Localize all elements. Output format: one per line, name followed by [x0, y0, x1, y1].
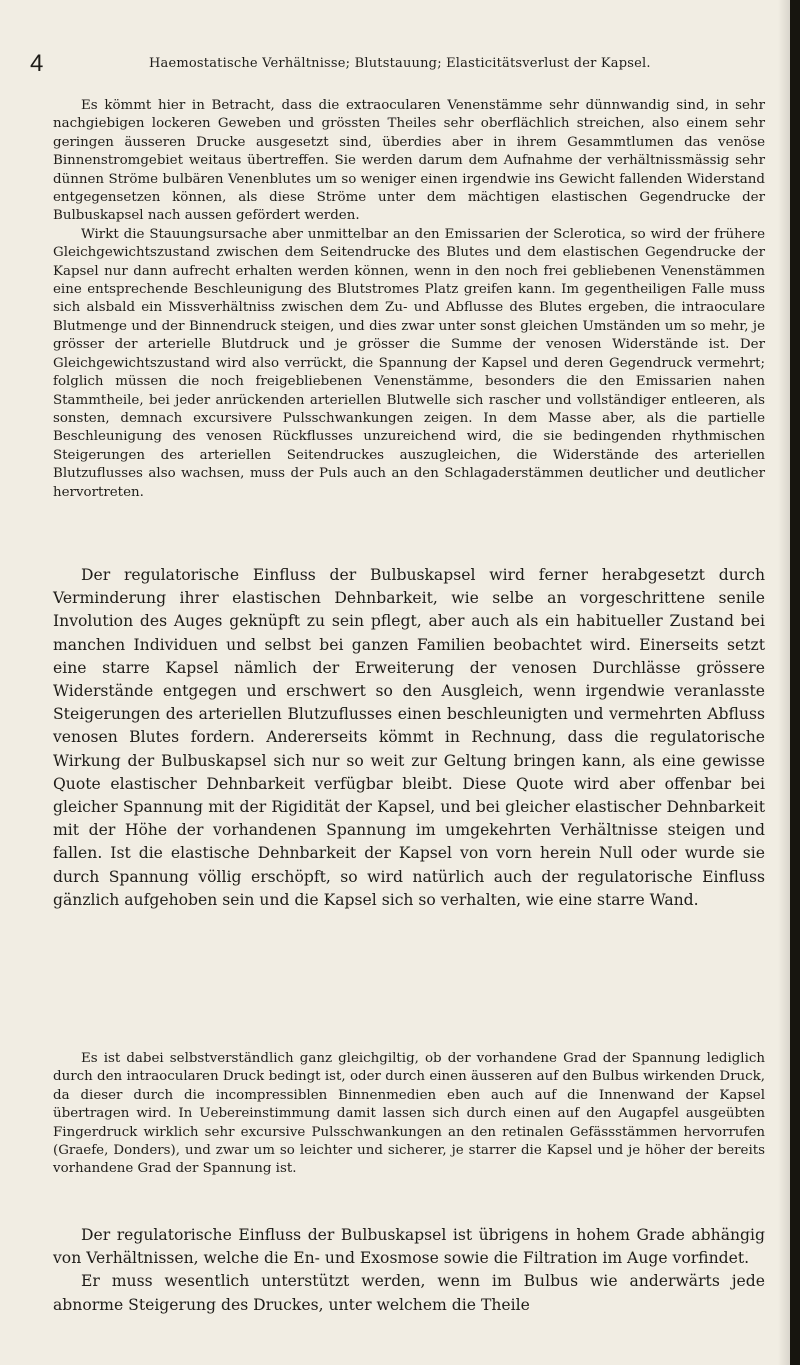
- text-block-2: [53, 564, 765, 912]
- paragraph: Der regulatorische Einfluss der Bulbuskapsel ist übrigens in hohem Grade abhängig von Verhältnissen, welche die En- und Exosmose sowie die Filtration im Auge vorfindet.: [53, 1226, 765, 1268]
- page-edge-shadow: [778, 0, 790, 1365]
- paragraph: Es ist dabei selbstverständlich ganz gleichgiltig, ob der vorhandene Grad der Spannung lediglich durch den intraocularen Druck bedingt ist, oder durch einen äusseren auf den Bulbus wirkenden Druck, da dieser durch die incompressiblen Binnenmedien eben auch auf die Innenwand der Kapsel übertragen wird. In Uebereinstimmung damit lassen sich durch einen auf den Augapfel ausgeübten Fingerdruck wirklich sehr excursive Pulsschwankungen an den retinalen Gefässstämmen hervorrufen (Graefe, Donders), und zwar um so leichter und sicherer, je starrer die Kapsel und je höher der bereits vorhandene Grad der Spannung ist.: [53, 1051, 765, 1177]
- paragraph: Es kömmt hier in Betracht, dass die extraocularen Venenstämme sehr dünnwandig sind, in sehr nachgiebigen lockeren Geweben und grössten Theiles sehr oberflächlich streichen, also einem sehr geringen äusseren Drucke ausgesetzt sind, überdies aber in ihrem Gesammtlumen das venöse Binnenstromgebiet weitaus übertreffen. Sie werden darum dem Aufnahme der verhältnissmässig sehr dünnen Ströme bulbären Venenblutes um so weniger einen irgendwie ins Gewicht fallenden Widerstand entgegensetzen können, als diese Ströme unter dem mächtigen elastischen Gegendrucke der Bulbuskapsel nach aussen gefördert werden.: [53, 98, 765, 224]
- paragraph: Der regulatorische Einfluss der Bulbuskapsel wird ferner herabgesetzt durch Verminderung ihrer elastischen Dehnbarkeit, wie selbe an vorgeschrittene senile Involution des Auges geknüpft zu sein pflegt, aber auch als ein habitueller Zustand bei manchen Individuen und selbst bei ganzen Familien beobachtet wird. Einerseits setzt eine starre Kapsel nämlich der Erweiterung der venosen Durchlässe grössere Widerstände entgegen und erschwert so den Ausgleich, wenn irgendwie veranlasste Steigerungen des arteriellen Blutzuflusses einen beschleunigten und vermehrten Abfluss venosen Blutes fordern. Andererseits kömmt in Rechnung, dass die regulatorische Wirkung der Bulbuskapsel sich nur so weit zur Geltung bringen kann, als eine gewisse Quote elastischer Dehnbarkeit verfügbar bleibt. Diese Quote wird aber offenbar bei gleicher Spannung mit der Rigidität der Kapsel, und bei gleicher elastischer Dehnbarkeit mit der Höhe der vorhandenen Spannung im umgekehrten Verhältnisse steigen und fallen. Ist die elastische Dehnbarkeit der Kapsel von vorn herein Null oder wurde sie durch Spannung völlig erschöpft, so wird natürlich auch der regulatorische Einfluss gänzlich aufgehoben sein und die Kapsel sich so verhalten, wie eine starre Wand.: [53, 566, 765, 909]
- scan-edge: [790, 0, 800, 1365]
- running-head: Haemostatische Verhältnisse; Blutstauung; Elasticitätsverlust der Kapsel.: [149, 56, 651, 71]
- text-block-4: [53, 1224, 765, 1317]
- paragraph: Er muss wesentlich unterstützt werden, wenn im Bulbus wie anderwärts jede abnorme Steigerung des Druckes, unter welchem die Theile: [53, 1272, 765, 1314]
- paragraph: Wirkt die Stauungsursache aber unmittelbar an den Emissarien der Sclerotica, so wird der frühere Gleichgewichtszustand zwischen dem Seitendrucke des Blutes und dem elastischen Gegendrucke der Kapsel nur dann aufrecht erhalten werden können, wenn in den noch frei gebliebenen Venenstämmen eine entsprechende Beschleunigung des Blutstromes Platz greifen kann. Im gegentheiligen Falle muss sich alsbald ein Missverhältniss zwischen dem Zu- und Abflusse des Blutes ergeben, die intraoculare Blutmenge und der Binnendruck steigen, und dies zwar unter sonst gleichen Umständen um so mehr, je grösser der arterielle Blutdruck und je grösser die Summe der venosen Widerstände ist. Der Gleichgewichtszustand wird also verrückt, die Spannung der Kapsel und deren Gegendruck vermehrt; folglich müssen die noch freigebliebenen Venenstämme, besonders die den Emissarien nahen Stammtheile, bei jeder anrückenden arteriellen Blutwelle sich rascher und vollständiger entleeren, als sonsten, demnach excursivere Pulsschwankungen zeigen. In dem Masse aber, als die partielle Beschleunigung des venosen Rückflusses unzureichend wird, die sie bedingenden rhythmischen Steigerungen des arteriellen Seitendruckes auszugleichen, die Widerstände des arteriellen Blutzuflusses also wachsen, muss der Puls auch an den Schlagaderstämmen deutlicher und deutlicher hervortreten.: [53, 226, 765, 500]
- text-block-3: [53, 1050, 765, 1179]
- text-block-1: [53, 97, 765, 502]
- page-number: 4: [30, 50, 44, 77]
